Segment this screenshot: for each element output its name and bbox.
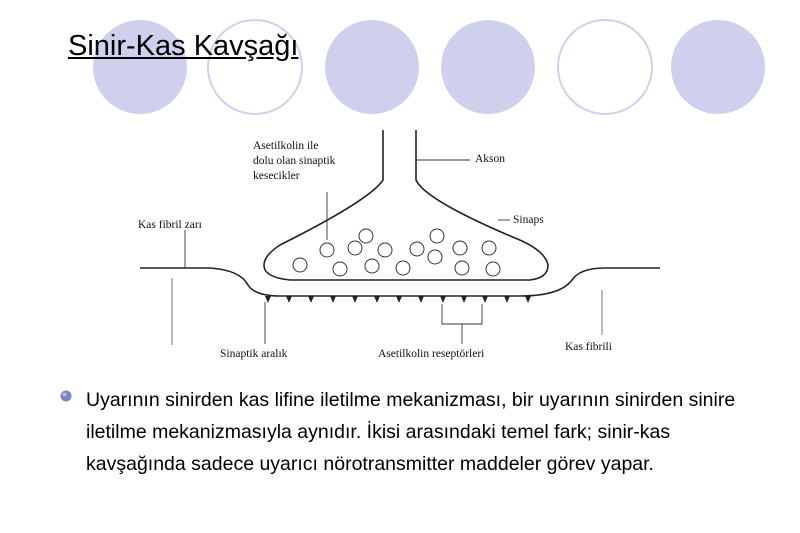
vesicle (333, 262, 347, 276)
decor-circle (441, 20, 535, 114)
vesicle (486, 262, 500, 276)
vesicles-label-line1: Asetilkolin ile (253, 140, 319, 152)
slide-title: Sinir-Kas Kavşağı (68, 30, 299, 62)
synaptic-gap-label: Sinaptik aralık (220, 348, 288, 360)
neuromuscular-junction-diagram (120, 120, 660, 370)
receptor (418, 296, 424, 303)
receptors-label: Asetilkolin reseptörleri (378, 348, 485, 360)
vesicle (293, 258, 307, 272)
vesicle (482, 241, 496, 255)
vesicle (359, 229, 373, 243)
decor-circle (671, 20, 765, 114)
vesicle (455, 261, 469, 275)
bullet-icon (60, 390, 72, 402)
axon-terminal-outline (264, 130, 548, 280)
receptor (396, 296, 402, 303)
bullet-text: Uyarının sinirden kas lifine iletilme mekanizması, bir uyarının sinirden sinire iletilme mekanizmasıyla aynıdır. İkisi arasındaki temel fark; sinir-kas kavşağında sadece uyarıcı nörotransmitter maddeler görev yapar. (86, 389, 736, 475)
synaptic-vesicles (293, 229, 500, 276)
muscle-membrane-label: Kas fibril zarı (138, 219, 202, 231)
vesicles-label-line3: kesecikler (253, 170, 300, 182)
receptor (482, 296, 488, 303)
decor-circle (558, 20, 652, 114)
muscle-fiber-label: Kas fibrili (565, 341, 612, 353)
vesicle (365, 259, 379, 273)
vesicle (410, 242, 424, 256)
vesicle (428, 250, 442, 264)
receptors (265, 296, 531, 303)
receptor (330, 296, 336, 303)
vesicles-label-line2: dolu olan sinaptik (253, 155, 336, 167)
receptor (286, 296, 292, 303)
vesicle (378, 243, 392, 257)
vesicle (348, 241, 362, 255)
receptor (352, 296, 358, 303)
receptor (265, 296, 271, 303)
vesicle (430, 229, 444, 243)
receptor (525, 296, 531, 303)
receptor (308, 296, 314, 303)
receptor (374, 296, 380, 303)
vesicle (396, 261, 410, 275)
receptor (504, 296, 510, 303)
axon-label: Akson (475, 153, 506, 165)
synapse-label: Sinaps (513, 214, 544, 226)
decor-circle (325, 20, 419, 114)
vesicle (453, 241, 467, 255)
vesicle (320, 243, 334, 257)
receptors-bracket (442, 304, 482, 344)
receptor (440, 296, 446, 303)
receptor (461, 296, 467, 303)
bullet-item (60, 384, 760, 480)
